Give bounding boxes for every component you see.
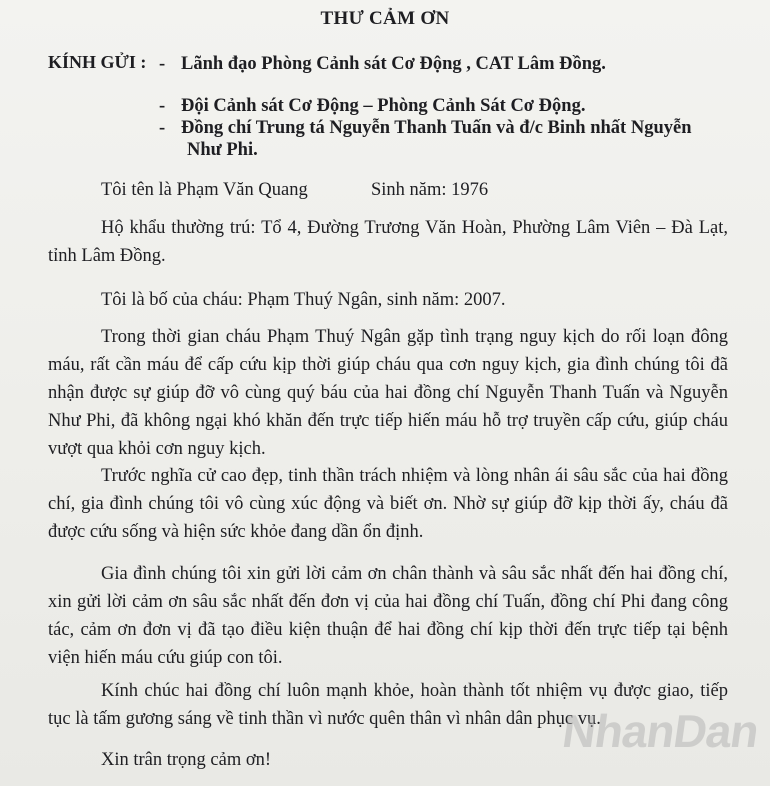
- paragraph-wishes: Kính chúc hai đồng chí luôn mạnh khỏe, hoàn thành tốt nhiệm vụ được giao, tiếp tục là tấm gương sáng về tinh thần vì nước quên thân vì nhân dân phục vụ.: [48, 681, 728, 729]
- sender-name: Tôi tên là Phạm Văn Quang: [101, 180, 308, 200]
- paragraph-relation: Tôi là bố của cháu: Phạm Thuý Ngân, sinh năm: 2007.: [101, 290, 506, 310]
- recipient-item: [159, 116, 691, 140]
- recipient-item: [159, 94, 585, 118]
- paragraph-closing: Xin trân trọng cảm ơn!: [101, 750, 272, 770]
- recipient-text: Đồng chí Trung tá Nguyễn Thanh Tuấn và đ/c Binh nhất Nguyễn: [181, 118, 692, 138]
- paragraph-thanks: Gia đình chúng tôi xin gửi lời cảm ơn chân thành và sâu sắc nhất đến hai đồng chí, xin gửi lời cảm ơn sâu sắc nhất đến đơn vị của hai đồng chí Tuấn, đồng chí Phi đang công tác, cảm ơn đơn vị đã tạo điều kiện thuận để hai đồng chí kịp thời đến trực tiếp tại bệnh viện hiến máu cứu giúp con tôi.: [48, 564, 728, 668]
- recipient-dash: -: [159, 54, 166, 74]
- addressee-label: KÍNH GỬI :: [48, 52, 147, 72]
- sender-birth-year: Sinh năm: 1976: [371, 180, 489, 200]
- recipient-dash: -: [159, 96, 166, 116]
- recipient-dash: -: [159, 118, 166, 138]
- letter-title: THƯ CẢM ƠN: [320, 8, 450, 29]
- watermark-logo: NhanDan: [559, 705, 762, 757]
- paragraph-gratitude: Trước nghĩa cử cao đẹp, tinh thần trách nhiệm và lòng nhân ái sâu sắc của hai đồng chí, gia đình chúng tôi vô cùng xúc động và biết ơn. Nhờ sự giúp đỡ kịp thời ấy, cháu đã được cứu sống và hiện sức khỏe đang dần ổn định.: [48, 466, 728, 542]
- paragraph-address: Hộ khẩu thường trú: Tổ 4, Đường Trương Văn Hoàn, Phường Lâm Viên – Đà Lạt, tỉnh Lâm Đồng.: [48, 218, 728, 266]
- recipient-item: [159, 52, 606, 76]
- recipient-text: Đội Cảnh sát Cơ Động – Phòng Cảnh Sát Cơ Động.: [181, 96, 586, 116]
- recipient-continuation: Như Phi.: [187, 140, 258, 160]
- paragraph-situation: Trong thời gian cháu Phạm Thuý Ngân gặp tình trạng nguy kịch do rối loạn đông máu, rất cần máu để cấp cứu kịp thời giúp cháu qua cơn nguy kịch, gia đình chúng tôi đã nhận được sự giúp đỡ vô cùng quý báu của hai đồng chí Nguyễn Thanh Tuấn và Nguyễn Như Phi, đã không ngại khó khăn đến trực tiếp hiến máu hỗ trợ truyền cấp cứu, giúp cháu vượt qua khỏi cơn nguy kịch.: [48, 327, 728, 459]
- recipient-text: Lãnh đạo Phòng Cảnh sát Cơ Động , CAT Lâm Đồng.: [181, 54, 606, 74]
